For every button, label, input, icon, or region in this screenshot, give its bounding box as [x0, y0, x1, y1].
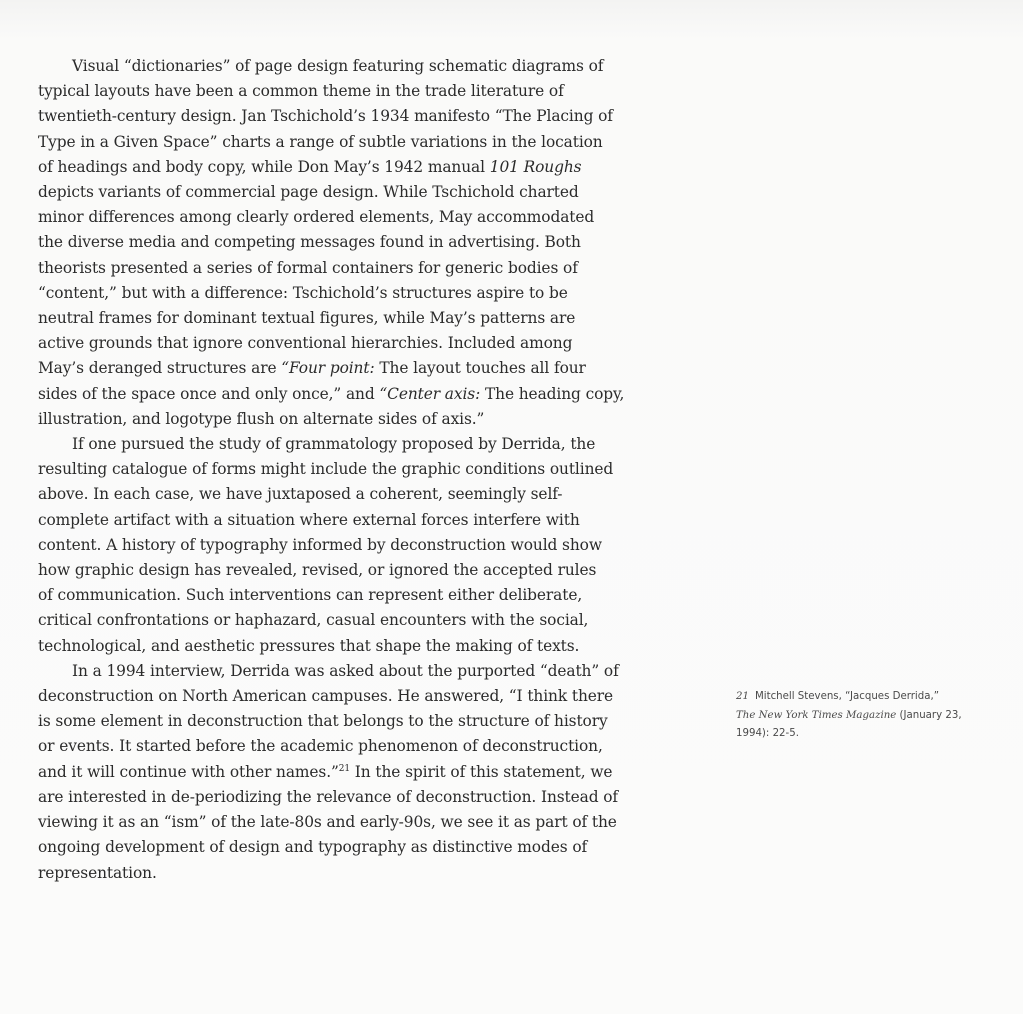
footnote: [736, 688, 996, 744]
text-segment: The layout touches all four: [374, 359, 586, 378]
text-segment: In the spirit of this statement, we: [350, 762, 613, 781]
text-line: depicts variants of commercial page design. While Tschichold charted: [38, 183, 579, 202]
text-line: neutral frames for dominant textual figures, while May’s patterns are: [38, 309, 576, 328]
text-line: typical layouts have been a common theme in the trade literature of: [38, 82, 564, 101]
footnote-text: (January 23,: [896, 709, 962, 721]
text-line: [38, 155, 650, 180]
paragraph-3: [38, 659, 650, 886]
text-line: active grounds that ignore conventional hierarchies. Included among: [38, 334, 573, 353]
text-line: resulting catalogue of forms might include the graphic conditions outlined: [38, 460, 614, 479]
paragraph-1: [38, 54, 650, 432]
text-line: or events. It started before the academic phenomenon of deconstruction,: [38, 737, 603, 756]
body-text: [38, 54, 650, 886]
text-line: [38, 356, 650, 381]
italic-term: “Center axis:: [379, 384, 481, 403]
text-line: Visual “dictionaries” of page design featuring schematic diagrams of: [72, 57, 604, 75]
text-line: viewing it as an “ism” of the late-80s and early-90s, we see it as part of the: [38, 813, 617, 832]
text-line: deconstruction on North American campuses. He answered, “I think there: [38, 687, 614, 706]
text-line: If one pursued the study of grammatology proposed by Derrida, the: [72, 435, 596, 454]
italic-term: “Four point:: [281, 359, 375, 378]
text-line: “content,” but with a difference: Tschichold’s structures aspire to be: [38, 283, 568, 302]
text-line: In a 1994 interview, Derrida was asked about the purported “death” of: [72, 661, 619, 680]
footnote-line: [736, 688, 996, 707]
text-line: illustration, and logotype flush on alternate sides of axis.”: [38, 409, 485, 428]
text-line: [38, 382, 650, 407]
text-line: twentieth-century design. Jan Tschichold’s 1934 manifesto “The Placing of: [38, 107, 613, 126]
text-line: complete artifact with a situation where external forces interfere with: [38, 510, 580, 529]
text-line: representation.: [38, 863, 157, 882]
text-line: minor differences among clearly ordered elements, May accommodated: [38, 208, 595, 227]
footnote-text: Mitchell Stevens, “Jacques Derrida,”: [754, 691, 939, 702]
footnote-reference: 21: [338, 763, 351, 774]
text-line: above. In each case, we have juxtaposed a coherent, seemingly self-: [38, 485, 563, 504]
text-line: the diverse media and competing messages found in advertising. Both: [38, 233, 581, 252]
text-line: technological, and aesthetic pressures that shape the making of texts.: [38, 636, 580, 655]
text-line: critical confrontations or haphazard, casual encounters with the social,: [38, 611, 589, 630]
text-line: Type in a Given Space” charts a range of subtle variations in the location: [38, 132, 603, 151]
text-line: ongoing development of design and typography as distinctive modes of: [38, 838, 588, 857]
footnote-line: [736, 707, 996, 726]
text-line: theorists presented a series of formal containers for generic bodies of: [38, 258, 578, 277]
text-segment: sides of the space once and only once,” and: [38, 384, 380, 403]
publication-title: The New York Times Magazine: [736, 709, 897, 721]
text-line: content. A history of typography informed by deconstruction would show: [38, 535, 602, 554]
text-line: is some element in deconstruction that belongs to the structure of history: [38, 712, 608, 731]
book-title: 101 Roughs: [489, 157, 582, 176]
text-segment: May’s deranged structures are: [38, 359, 282, 378]
text-segment: of headings and body copy, while Don May’s 1942 manual: [38, 157, 490, 176]
paragraph-2: [38, 432, 650, 659]
footnote-number: 21: [736, 691, 749, 702]
text-line: how graphic design has revealed, revised, or ignored the accepted rules: [38, 561, 597, 580]
text-line: of communication. Such interventions can represent either deliberate,: [38, 586, 583, 605]
text-line: are interested in de-periodizing the relevance of deconstruction. Instead of: [38, 787, 619, 806]
text-line: [38, 760, 650, 785]
footnote-line: 1994): 22-5.: [736, 728, 799, 739]
text-segment: The heading copy,: [480, 384, 625, 403]
text-segment: and it will continue with other names.”: [38, 762, 339, 781]
